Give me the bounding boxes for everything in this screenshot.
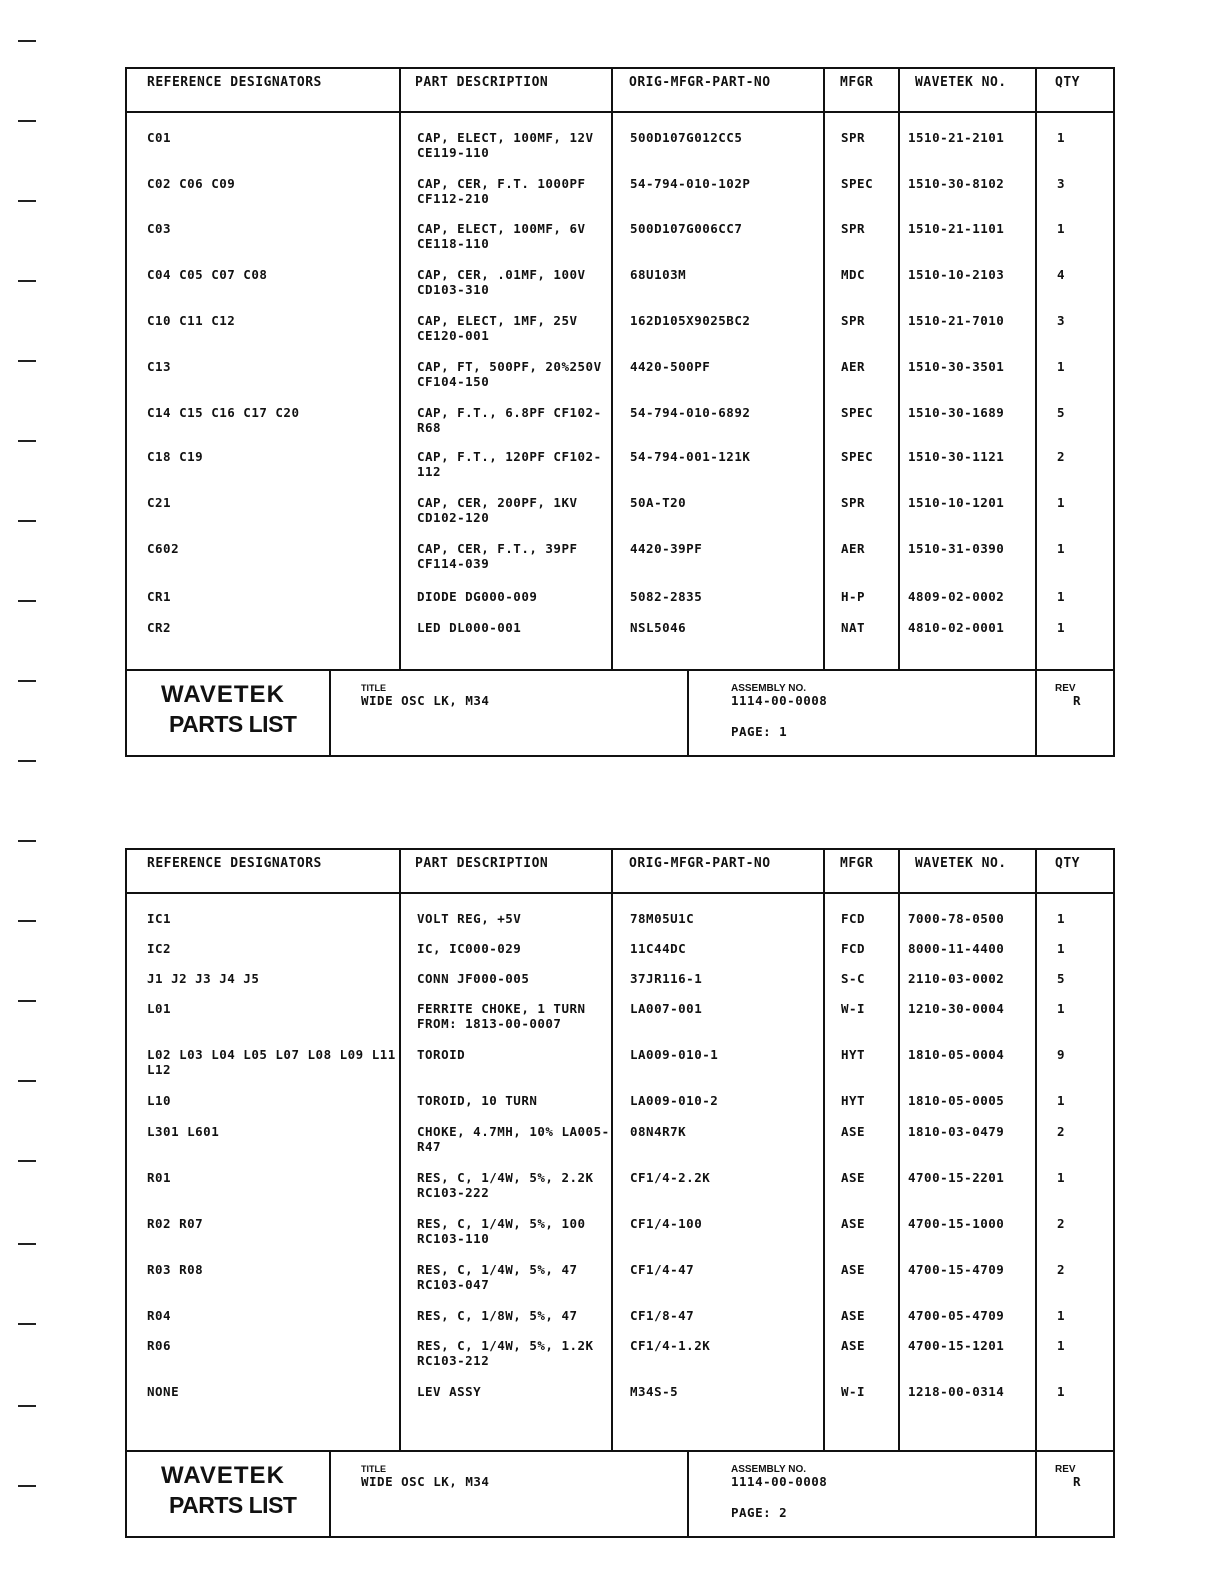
- mfgr-cell: ASE: [841, 1216, 866, 1231]
- margin-tick: [18, 920, 36, 922]
- qty-cell: 1: [1057, 495, 1066, 510]
- wavetek-number-cell: 1510-31-0390: [908, 541, 1005, 556]
- ref-designators-cell: L10: [147, 1093, 172, 1108]
- assembly-number: 1114-00-0008: [731, 693, 828, 708]
- mfgr-cell: ASE: [841, 1124, 866, 1139]
- ref-designators-cell: R02 R07: [147, 1216, 204, 1231]
- page-number: PAGE: 1: [731, 724, 788, 739]
- part-description-cell: LED DL000-001: [417, 620, 522, 635]
- qty-cell: 2: [1057, 1124, 1066, 1139]
- mfgr-cell: ASE: [841, 1338, 866, 1353]
- column-divider: [399, 894, 401, 1450]
- part-description-cell: TOROID: [417, 1047, 466, 1062]
- ref-designators-cell: C602: [147, 541, 180, 556]
- assembly-block: [687, 671, 1037, 755]
- wavetek-number-cell: 4809-02-0002: [908, 589, 1005, 604]
- column-divider: [399, 69, 401, 111]
- mfgr-cell: SPR: [841, 495, 866, 510]
- title-label: TITLE: [361, 1464, 386, 1474]
- part-description-cell: TOROID, 10 TURN: [417, 1093, 538, 1108]
- qty-cell: 2: [1057, 1216, 1066, 1231]
- parts-list-label: PARTS LIST: [169, 1492, 297, 1518]
- orig-mfgr-part-no-cell: 162D105X9025BC2: [630, 313, 751, 328]
- wavetek-number-cell: 1510-30-8102: [908, 176, 1005, 191]
- qty-cell: 2: [1057, 449, 1066, 464]
- margin-tick: [18, 440, 36, 442]
- orig-mfgr-part-no-cell: CF1/4-2.2K: [630, 1170, 711, 1185]
- margin-tick: [18, 40, 36, 42]
- margin-tick: [18, 1243, 36, 1245]
- wavetek-number-cell: 4700-15-2201: [908, 1170, 1005, 1185]
- part-description-cell: RES, C, 1/4W, 5%, 47 RC103-047: [417, 1262, 578, 1292]
- wavetek-number-cell: 1510-30-1121: [908, 449, 1005, 464]
- margin-tick: [18, 360, 36, 362]
- wavetek-logo: [127, 671, 331, 755]
- qty-cell: 3: [1057, 176, 1066, 191]
- ref-designators-cell: C10 C11 C12: [147, 313, 236, 328]
- ref-designators-cell: CR2: [147, 620, 172, 635]
- qty-cell: 1: [1057, 1001, 1066, 1016]
- qty-cell: 1: [1057, 941, 1066, 956]
- margin-tick: [18, 1000, 36, 1002]
- wavetek-number-cell: 4700-15-4709: [908, 1262, 1005, 1277]
- wavetek-number-cell: 2110-03-0002: [908, 971, 1005, 986]
- parts-table-body: [127, 113, 1113, 669]
- column-divider: [898, 894, 900, 1450]
- orig-mfgr-part-no-cell: 37JR116-1: [630, 971, 703, 986]
- part-description-cell: CAP, FT, 500PF, 20%250V CF104-150: [417, 359, 602, 389]
- mfgr-cell: ASE: [841, 1262, 866, 1277]
- part-description-cell: CAP, CER, F.T. 1000PF CF112-210: [417, 176, 586, 206]
- wavetek-number-cell: 4810-02-0001: [908, 620, 1005, 635]
- column-divider: [399, 850, 401, 892]
- part-description-cell: CAP, F.T., 6.8PF CF102-R68: [417, 405, 602, 435]
- mfgr-cell: NAT: [841, 620, 866, 635]
- column-divider: [898, 113, 900, 669]
- orig-mfgr-part-no-cell: 4420-39PF: [630, 541, 703, 556]
- margin-tick: [18, 1485, 36, 1487]
- part-description-cell: CAP, ELECT, 1MF, 25V CE120-001: [417, 313, 578, 343]
- mfgr-cell: SPEC: [841, 405, 874, 420]
- rev-label: REV: [1055, 683, 1076, 694]
- part-description-cell: RES, C, 1/8W, 5%, 47: [417, 1308, 578, 1323]
- ref-designators-cell: C14 C15 C16 C17 C20: [147, 405, 300, 420]
- wavetek-number-cell: 4700-15-1201: [908, 1338, 1005, 1353]
- rev-value: R: [1073, 693, 1081, 708]
- qty-cell: 1: [1057, 1308, 1066, 1323]
- mfgr-cell: SPR: [841, 313, 866, 328]
- qty-cell: 2: [1057, 1262, 1066, 1277]
- part-description-cell: LEV ASSY: [417, 1384, 482, 1399]
- ref-designators-cell: C21: [147, 495, 172, 510]
- ref-designators-cell: IC1: [147, 911, 172, 926]
- qty-cell: 4: [1057, 267, 1066, 282]
- margin-tick: [18, 840, 36, 842]
- mfgr-cell: ASE: [841, 1308, 866, 1323]
- mfgr-cell: W-I: [841, 1001, 866, 1016]
- part-description-cell: RES, C, 1/4W, 5%, 100 RC103-110: [417, 1216, 586, 1246]
- ref-designators-cell: C03: [147, 221, 172, 236]
- parts-list-label: PARTS LIST: [169, 711, 297, 737]
- mfgr-cell: FCD: [841, 911, 866, 926]
- margin-tick: [18, 760, 36, 762]
- qty-cell: 1: [1057, 130, 1066, 145]
- part-description-cell: CAP, F.T., 120PF CF102-112: [417, 449, 602, 479]
- col-wavetek-header: WAVETEK NO.: [915, 856, 1007, 871]
- margin-tick: [18, 1160, 36, 1162]
- page-number: PAGE: 2: [731, 1505, 788, 1520]
- col-ref-header: REFERENCE DESIGNATORS: [147, 75, 322, 90]
- orig-mfgr-part-no-cell: 500D107G006CC7: [630, 221, 743, 236]
- qty-cell: 1: [1057, 589, 1066, 604]
- wavetek-number-cell: 1810-03-0479: [908, 1124, 1005, 1139]
- orig-mfgr-part-no-cell: LA009-010-2: [630, 1093, 719, 1108]
- column-divider: [1035, 69, 1037, 111]
- ref-designators-cell: CR1: [147, 589, 172, 604]
- qty-cell: 1: [1057, 541, 1066, 556]
- wavetek-number-cell: 1510-10-2103: [908, 267, 1005, 282]
- orig-mfgr-part-no-cell: 08N4R7K: [630, 1124, 687, 1139]
- col-wavetek-header: WAVETEK NO.: [915, 75, 1007, 90]
- mfgr-cell: AER: [841, 359, 866, 374]
- brand-name: WAVETEK: [161, 1462, 285, 1489]
- mfgr-cell: HYT: [841, 1047, 866, 1062]
- ref-designators-cell: NONE: [147, 1384, 180, 1399]
- mfgr-cell: SPR: [841, 221, 866, 236]
- column-divider: [1035, 113, 1037, 669]
- part-description-cell: CHOKE, 4.7MH, 10% LA005-R47: [417, 1124, 610, 1154]
- title-value: WIDE OSC LK, M34: [361, 1474, 490, 1489]
- ref-designators-cell: C13: [147, 359, 172, 374]
- mfgr-cell: ASE: [841, 1170, 866, 1185]
- parts-table-body: [127, 894, 1113, 1450]
- qty-cell: 1: [1057, 1338, 1066, 1353]
- orig-mfgr-part-no-cell: 54-794-001-121K: [630, 449, 751, 464]
- margin-tick: [18, 280, 36, 282]
- column-divider: [611, 850, 613, 892]
- ref-designators-cell: J1 J2 J3 J4 J5: [147, 971, 260, 986]
- margin-tick: [18, 120, 36, 122]
- part-description-cell: IC, IC000-029: [417, 941, 522, 956]
- ref-designators-cell: L02 L03 L04 L05 L07 L08 L09 L11 L12: [147, 1047, 396, 1077]
- wavetek-number-cell: 8000-11-4400: [908, 941, 1005, 956]
- column-header-row: [127, 69, 1113, 113]
- parts-list-sheet-1: [125, 67, 1115, 757]
- wavetek-logo: [127, 1452, 331, 1536]
- ref-designators-cell: R01: [147, 1170, 172, 1185]
- wavetek-number-cell: 1510-21-2101: [908, 130, 1005, 145]
- ref-designators-cell: IC2: [147, 941, 172, 956]
- mfgr-cell: H-P: [841, 589, 866, 604]
- parts-list-sheet-2: [125, 848, 1115, 1538]
- column-divider: [898, 69, 900, 111]
- orig-mfgr-part-no-cell: NSL5046: [630, 620, 687, 635]
- wavetek-number-cell: 1510-10-1201: [908, 495, 1005, 510]
- orig-mfgr-part-no-cell: CF1/4-47: [630, 1262, 695, 1277]
- col-desc-header: PART DESCRIPTION: [415, 856, 549, 871]
- mfgr-cell: FCD: [841, 941, 866, 956]
- part-description-cell: DIODE DG000-009: [417, 589, 538, 604]
- part-description-cell: CONN JF000-005: [417, 971, 530, 986]
- col-ref-header: REFERENCE DESIGNATORS: [147, 856, 322, 871]
- ref-designators-cell: C18 C19: [147, 449, 204, 464]
- assembly-label: ASSEMBLY NO.: [731, 1464, 807, 1475]
- title-block: [127, 1450, 1113, 1536]
- mfgr-cell: SPEC: [841, 176, 874, 191]
- wavetek-number-cell: 1218-00-0314: [908, 1384, 1005, 1399]
- title-label: TITLE: [361, 683, 386, 693]
- wavetek-number-cell: 1510-30-1689: [908, 405, 1005, 420]
- col-orig-header: ORIG-MFGR-PART-NO: [629, 856, 771, 871]
- mfgr-cell: W-I: [841, 1384, 866, 1399]
- column-divider: [1035, 894, 1037, 1450]
- qty-cell: 1: [1057, 1170, 1066, 1185]
- qty-cell: 3: [1057, 313, 1066, 328]
- orig-mfgr-part-no-cell: 5082-2835: [630, 589, 703, 604]
- mfgr-cell: HYT: [841, 1093, 866, 1108]
- ref-designators-cell: C01: [147, 130, 172, 145]
- rev-value: R: [1073, 1474, 1081, 1489]
- mfgr-cell: AER: [841, 541, 866, 556]
- column-divider: [823, 113, 825, 669]
- mfgr-cell: S-C: [841, 971, 866, 986]
- qty-cell: 1: [1057, 620, 1066, 635]
- wavetek-number-cell: 1810-05-0004: [908, 1047, 1005, 1062]
- wavetek-number-cell: 1510-30-3501: [908, 359, 1005, 374]
- margin-tick: [18, 200, 36, 202]
- assembly-label: ASSEMBLY NO.: [731, 683, 807, 694]
- qty-cell: 1: [1057, 1384, 1066, 1399]
- qty-cell: 1: [1057, 911, 1066, 926]
- margin-tick: [18, 600, 36, 602]
- assembly-block: [687, 1452, 1037, 1536]
- wavetek-number-cell: 7000-78-0500: [908, 911, 1005, 926]
- ref-designators-cell: C02 C06 C09: [147, 176, 236, 191]
- part-description-cell: CAP, ELECT, 100MF, 12V CE119-110: [417, 130, 594, 160]
- column-divider: [1035, 850, 1037, 892]
- orig-mfgr-part-no-cell: LA009-010-1: [630, 1047, 719, 1062]
- orig-mfgr-part-no-cell: 78M05U1C: [630, 911, 695, 926]
- title-block: [127, 669, 1113, 755]
- rev-label: REV: [1055, 1464, 1076, 1475]
- qty-cell: 5: [1057, 971, 1066, 986]
- wavetek-number-cell: 4700-05-4709: [908, 1308, 1005, 1323]
- margin-tick: [18, 680, 36, 682]
- part-description-cell: RES, C, 1/4W, 5%, 1.2K RC103-212: [417, 1338, 594, 1368]
- margin-tick: [18, 1405, 36, 1407]
- ref-designators-cell: C04 C05 C07 C08: [147, 267, 268, 282]
- column-divider: [898, 850, 900, 892]
- orig-mfgr-part-no-cell: 4420-500PF: [630, 359, 711, 374]
- orig-mfgr-part-no-cell: 54-794-010-102P: [630, 176, 751, 191]
- col-qty-header: QTY: [1055, 75, 1080, 90]
- col-mfgr-header: MFGR: [840, 75, 874, 90]
- wavetek-number-cell: 1210-30-0004: [908, 1001, 1005, 1016]
- column-divider: [611, 69, 613, 111]
- wavetek-number-cell: 1810-05-0005: [908, 1093, 1005, 1108]
- part-description-cell: CAP, CER, F.T., 39PF CF114-039: [417, 541, 578, 571]
- margin-tick: [18, 520, 36, 522]
- orig-mfgr-part-no-cell: 68U103M: [630, 267, 687, 282]
- column-divider: [399, 113, 401, 669]
- mfgr-cell: SPEC: [841, 449, 874, 464]
- orig-mfgr-part-no-cell: 54-794-010-6892: [630, 405, 751, 420]
- orig-mfgr-part-no-cell: CF1/4-100: [630, 1216, 703, 1231]
- assembly-number: 1114-00-0008: [731, 1474, 828, 1489]
- ref-designators-cell: L01: [147, 1001, 172, 1016]
- part-description-cell: FERRITE CHOKE, 1 TURN FROM: 1813-00-0007: [417, 1001, 586, 1031]
- column-divider: [823, 69, 825, 111]
- orig-mfgr-part-no-cell: 11C44DC: [630, 941, 687, 956]
- margin-tick: [18, 1080, 36, 1082]
- column-divider: [823, 850, 825, 892]
- column-divider: [823, 894, 825, 1450]
- orig-mfgr-part-no-cell: CF1/8-47: [630, 1308, 695, 1323]
- mfgr-cell: MDC: [841, 267, 866, 282]
- wavetek-number-cell: 1510-21-1101: [908, 221, 1005, 236]
- orig-mfgr-part-no-cell: M34S-5: [630, 1384, 679, 1399]
- wavetek-number-cell: 4700-15-1000: [908, 1216, 1005, 1231]
- column-header-row: [127, 850, 1113, 894]
- qty-cell: 9: [1057, 1047, 1066, 1062]
- col-mfgr-header: MFGR: [840, 856, 874, 871]
- mfgr-cell: SPR: [841, 130, 866, 145]
- qty-cell: 1: [1057, 221, 1066, 236]
- qty-cell: 1: [1057, 1093, 1066, 1108]
- part-description-cell: CAP, CER, 200PF, 1KV CD102-120: [417, 495, 578, 525]
- ref-designators-cell: R03 R08: [147, 1262, 204, 1277]
- part-description-cell: VOLT REG, +5V: [417, 911, 522, 926]
- orig-mfgr-part-no-cell: 50A-T20: [630, 495, 687, 510]
- part-description-cell: CAP, ELECT, 100MF, 6V CE118-110: [417, 221, 586, 251]
- col-orig-header: ORIG-MFGR-PART-NO: [629, 75, 771, 90]
- orig-mfgr-part-no-cell: 500D107G012CC5: [630, 130, 743, 145]
- col-qty-header: QTY: [1055, 856, 1080, 871]
- margin-tick: [18, 1323, 36, 1325]
- ref-designators-cell: L301 L601: [147, 1124, 220, 1139]
- qty-cell: 1: [1057, 359, 1066, 374]
- ref-designators-cell: R06: [147, 1338, 172, 1353]
- orig-mfgr-part-no-cell: CF1/4-1.2K: [630, 1338, 711, 1353]
- orig-mfgr-part-no-cell: LA007-001: [630, 1001, 703, 1016]
- part-description-cell: CAP, CER, .01MF, 100V CD103-310: [417, 267, 586, 297]
- title-value: WIDE OSC LK, M34: [361, 693, 490, 708]
- part-description-cell: RES, C, 1/4W, 5%, 2.2K RC103-222: [417, 1170, 594, 1200]
- ref-designators-cell: R04: [147, 1308, 172, 1323]
- col-desc-header: PART DESCRIPTION: [415, 75, 549, 90]
- qty-cell: 5: [1057, 405, 1066, 420]
- wavetek-number-cell: 1510-21-7010: [908, 313, 1005, 328]
- brand-name: WAVETEK: [161, 681, 285, 708]
